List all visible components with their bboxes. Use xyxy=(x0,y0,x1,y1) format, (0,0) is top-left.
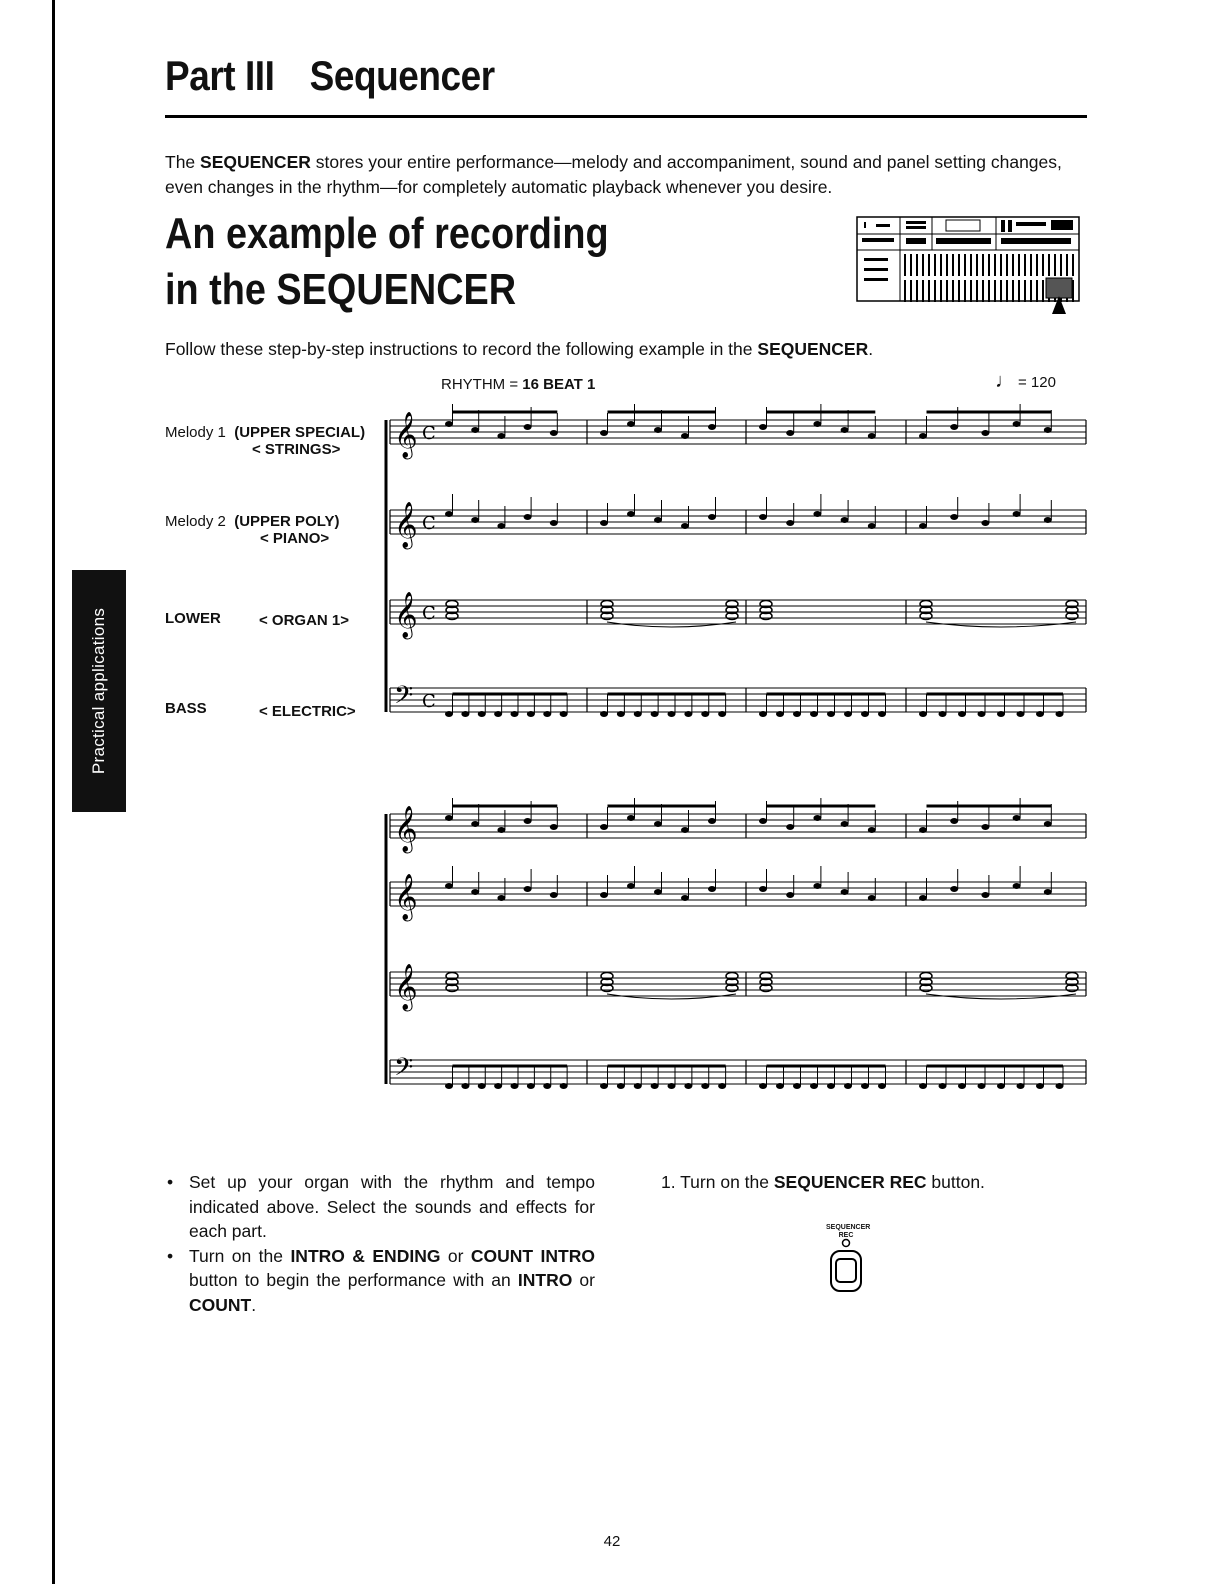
note-head xyxy=(759,1083,767,1089)
example-heading-line1: An example of recording xyxy=(165,209,609,258)
setup-bullet-list xyxy=(165,1170,595,1317)
note-head xyxy=(827,711,835,717)
note-head xyxy=(651,711,659,717)
note-head xyxy=(759,711,767,717)
part-number: Part III xyxy=(165,52,275,99)
control-panel-thumbnail xyxy=(856,214,1084,314)
note-head xyxy=(471,517,479,523)
note-head xyxy=(861,711,869,717)
intro-text-rest: stores your entire performance—melody and accompaniment, sound and panel setting changes, even changes in the rhythm—for completely automatic playback whenever you desire. xyxy=(165,152,1062,197)
part-label-melody2 xyxy=(165,513,340,530)
note-head xyxy=(759,886,767,892)
note-head xyxy=(1017,711,1025,717)
treble-clef: 𝄞 xyxy=(394,412,418,458)
note-head xyxy=(524,818,532,824)
note-head xyxy=(813,421,821,427)
note-head xyxy=(627,883,635,889)
tempo-marking xyxy=(995,370,1056,392)
note-head xyxy=(494,711,502,717)
follow-instructions xyxy=(165,339,873,360)
music-score xyxy=(384,404,1094,1104)
note-head xyxy=(550,892,558,898)
part-name: BASS xyxy=(165,700,207,717)
bullet-text: or xyxy=(572,1270,595,1290)
note-head xyxy=(810,711,818,717)
note-head xyxy=(759,818,767,824)
note-head xyxy=(1036,1083,1044,1089)
rhythm-label: RHYTHM = xyxy=(441,376,523,393)
time-signature: C xyxy=(422,513,436,534)
part-voice: < ORGAN 1> xyxy=(259,612,350,629)
note-head xyxy=(958,1083,966,1089)
note-head xyxy=(461,711,469,717)
note-head xyxy=(1044,517,1052,523)
note-head xyxy=(793,1083,801,1089)
note-head xyxy=(600,824,608,830)
follow-text: Follow these step-by-step instructions to record the following example in the xyxy=(165,339,758,359)
note-head xyxy=(478,1083,486,1089)
note-head xyxy=(950,514,958,520)
note-head xyxy=(634,711,642,717)
part-name: LOWER xyxy=(165,610,221,627)
note-head xyxy=(600,430,608,436)
intro-text: The xyxy=(165,152,201,172)
note-head xyxy=(527,1083,535,1089)
rhythm-setting xyxy=(441,376,595,393)
note-head xyxy=(445,815,453,821)
note-head xyxy=(668,711,676,717)
bass-clef: 𝄢 xyxy=(394,681,414,716)
note-head xyxy=(950,424,958,430)
bullet-bold: INTRO & ENDING xyxy=(290,1245,441,1266)
follow-end: . xyxy=(868,339,874,359)
step-text-end: button. xyxy=(926,1172,985,1192)
note-head xyxy=(1013,421,1021,427)
note-head xyxy=(478,711,486,717)
note-head xyxy=(868,827,876,833)
note-head xyxy=(997,711,1005,717)
part-name: Melody 2 xyxy=(165,513,226,530)
note-head xyxy=(681,523,689,529)
part-label-bass xyxy=(165,700,207,717)
section-side-tab xyxy=(72,570,126,812)
note-head xyxy=(813,883,821,889)
bullet-text: Turn on the xyxy=(189,1245,291,1266)
part-register: (UPPER POLY) xyxy=(234,513,340,530)
note-head xyxy=(681,895,689,901)
note-head xyxy=(844,711,852,717)
note-head xyxy=(919,1083,927,1089)
note-head xyxy=(868,433,876,439)
note-head xyxy=(919,523,927,529)
note-head xyxy=(1013,883,1021,889)
note-head xyxy=(841,517,849,523)
treble-clef: 𝄞 xyxy=(394,964,418,1010)
note-head xyxy=(708,818,716,824)
note-head xyxy=(617,711,625,717)
note-head xyxy=(981,824,989,830)
note-head xyxy=(494,1083,502,1089)
note-head xyxy=(810,1083,818,1089)
note-head xyxy=(497,523,505,529)
note-head xyxy=(868,895,876,901)
note-head xyxy=(759,424,767,430)
bullet-text: Set up your organ with the rhythm and tempo indicated above. Select the sounds and effects for each part. xyxy=(189,1172,595,1241)
note-head xyxy=(776,711,784,717)
note-head xyxy=(560,711,568,717)
bass-clef: 𝄢 xyxy=(394,1053,414,1088)
note-head xyxy=(471,427,479,433)
note-head xyxy=(776,1083,784,1089)
note-head xyxy=(617,1083,625,1089)
part-voice-melody2 xyxy=(260,530,329,547)
part-title xyxy=(165,52,495,100)
note-head xyxy=(793,711,801,717)
note-head xyxy=(958,711,966,717)
note-head xyxy=(1044,889,1052,895)
note-head xyxy=(471,889,479,895)
note-head xyxy=(878,711,886,717)
note-head xyxy=(550,520,558,526)
side-tab-label: Practical applications xyxy=(89,607,108,775)
part-register: (UPPER SPECIAL) xyxy=(234,424,366,441)
note-head xyxy=(718,1083,726,1089)
part-voice: < PIANO> xyxy=(260,530,330,547)
note-head xyxy=(919,711,927,717)
note-head xyxy=(445,1083,453,1089)
step-text: 1. Turn on the xyxy=(661,1172,774,1192)
bullet-text: or xyxy=(440,1245,471,1266)
page-number: 42 xyxy=(603,1533,621,1550)
note-head xyxy=(600,1083,608,1089)
note-head xyxy=(981,520,989,526)
note-head xyxy=(1017,1083,1025,1089)
note-head xyxy=(1036,711,1044,717)
note-head xyxy=(950,886,958,892)
note-head xyxy=(600,520,608,526)
note-head xyxy=(701,711,709,717)
note-head xyxy=(786,520,794,526)
note-head xyxy=(600,892,608,898)
intro-paragraph xyxy=(165,150,1095,200)
bullet-bold: INTRO xyxy=(517,1270,573,1290)
note-head xyxy=(445,711,453,717)
tempo-value: = 120 xyxy=(1018,374,1056,391)
note-head xyxy=(701,1083,709,1089)
note-head xyxy=(471,821,479,827)
note-head xyxy=(654,427,662,433)
note-head xyxy=(560,1083,568,1089)
note-head xyxy=(919,433,927,439)
button-label-line2: REC xyxy=(838,1232,854,1239)
note-head xyxy=(445,883,453,889)
note-head xyxy=(684,1083,692,1089)
treble-clef: 𝄞 xyxy=(394,806,418,852)
note-head xyxy=(827,1083,835,1089)
note-head xyxy=(1013,815,1021,821)
note-head xyxy=(654,517,662,523)
example-heading xyxy=(165,206,609,318)
note-head xyxy=(1044,427,1052,433)
note-head xyxy=(681,827,689,833)
note-head xyxy=(1056,711,1064,717)
note-head xyxy=(524,424,532,430)
sequencer-rec-button-icon[interactable] xyxy=(828,1238,864,1294)
bullet-bold: COUNT INTRO xyxy=(470,1245,595,1266)
note-head xyxy=(919,895,927,901)
bullet-item xyxy=(165,1170,595,1244)
note-head xyxy=(654,821,662,827)
part-voice: < STRINGS> xyxy=(252,441,341,458)
note-head xyxy=(919,827,927,833)
note-head xyxy=(950,818,958,824)
note-head xyxy=(981,892,989,898)
note-head xyxy=(978,711,986,717)
note-head xyxy=(844,1083,852,1089)
note-head xyxy=(654,889,662,895)
note-head xyxy=(627,421,635,427)
part-label-lower xyxy=(165,610,221,627)
note-head xyxy=(511,711,519,717)
note-head xyxy=(841,889,849,895)
quarter-note-icon: ♩ xyxy=(995,370,1015,392)
part-voice-bass xyxy=(259,703,356,720)
bullet-bold: COUNT xyxy=(189,1294,252,1315)
title-rule xyxy=(165,115,1087,118)
note-head xyxy=(1056,1083,1064,1089)
note-head xyxy=(681,433,689,439)
bullet-text: button to begin the performance with an xyxy=(189,1270,518,1290)
note-head xyxy=(939,711,947,717)
note-head xyxy=(841,427,849,433)
note-head xyxy=(651,1083,659,1089)
treble-clef: 𝄞 xyxy=(394,874,418,920)
time-signature: C xyxy=(422,691,436,712)
note-head xyxy=(841,821,849,827)
note-head xyxy=(524,514,532,520)
step-1 xyxy=(661,1170,985,1195)
button-label-line1: SEQUENCER xyxy=(826,1224,871,1231)
note-head xyxy=(497,433,505,439)
bullet-text: . xyxy=(251,1294,257,1315)
note-head xyxy=(511,1083,519,1089)
note-head xyxy=(813,511,821,517)
note-head xyxy=(786,892,794,898)
note-head xyxy=(813,815,821,821)
note-head xyxy=(684,711,692,717)
note-head xyxy=(445,511,453,517)
note-head xyxy=(461,1083,469,1089)
part-voice: < ELECTRIC> xyxy=(259,703,356,720)
note-head xyxy=(997,1083,1005,1089)
note-head xyxy=(759,514,767,520)
note-head xyxy=(708,424,716,430)
follow-bold: SEQUENCER xyxy=(757,339,869,359)
note-head xyxy=(445,421,453,427)
note-head xyxy=(497,895,505,901)
note-head xyxy=(550,430,558,436)
note-head xyxy=(1044,821,1052,827)
part-name: Melody 1 xyxy=(165,424,226,441)
part-label-melody1 xyxy=(165,424,365,441)
note-head xyxy=(600,711,608,717)
note-head xyxy=(550,824,558,830)
note-head xyxy=(786,430,794,436)
time-signature: C xyxy=(422,603,436,624)
note-head xyxy=(543,711,551,717)
note-head xyxy=(543,1083,551,1089)
treble-clef: 𝄞 xyxy=(394,592,418,638)
note-head xyxy=(708,514,716,520)
note-head xyxy=(978,1083,986,1089)
note-head xyxy=(708,886,716,892)
note-head xyxy=(878,1083,886,1089)
treble-clef: 𝄞 xyxy=(394,502,418,548)
note-head xyxy=(627,815,635,821)
part-voice-lower xyxy=(259,612,349,629)
note-head xyxy=(627,511,635,517)
intro-bold: SEQUENCER xyxy=(200,152,311,172)
note-head xyxy=(868,523,876,529)
note-head xyxy=(1013,511,1021,517)
note-head xyxy=(524,886,532,892)
example-heading-line2: in the SEQUENCER xyxy=(165,265,517,314)
note-head xyxy=(634,1083,642,1089)
note-head xyxy=(668,1083,676,1089)
part-voice-melody1 xyxy=(252,441,340,458)
note-head xyxy=(981,430,989,436)
time-signature: C xyxy=(422,423,436,444)
step-bold: SEQUENCER REC xyxy=(773,1172,927,1192)
note-head xyxy=(861,1083,869,1089)
note-head xyxy=(527,711,535,717)
note-head xyxy=(939,1083,947,1089)
note-head xyxy=(497,827,505,833)
part-name: Sequencer xyxy=(309,52,495,99)
rhythm-value: 16 BEAT 1 xyxy=(522,376,596,393)
bullet-item xyxy=(165,1244,595,1318)
note-head xyxy=(718,711,726,717)
note-head xyxy=(786,824,794,830)
